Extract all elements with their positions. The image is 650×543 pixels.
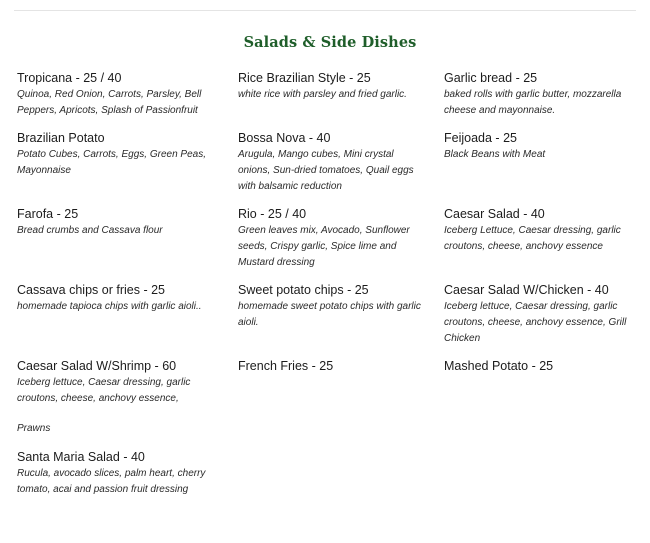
item-description: Iceberg Lettuce, Caesar dressing, garlic croutons, cheese, anchovy essence: [444, 225, 621, 252]
menu-item-rice-brazilian-style: Rice Brazilian Style - 25 white rice with parsley and fried garlic.: [238, 70, 424, 103]
menu-item-caesar-salad: Caesar Salad - 40 Iceberg Lettuce, Caesar dressing, garlic croutons, cheese, anchovy essence: [444, 206, 640, 255]
item-description: homemade sweet potato chips with garlic aioli.: [238, 301, 421, 328]
menu-item-caesar-salad-chicken: Caesar Salad W/Chicken - 40 Iceberg lettuce, Caesar dressing, garlic croutons, cheese, anchovy essence, Grill Chicken: [444, 282, 640, 347]
item-name: Bossa Nova: [238, 131, 306, 145]
item-description: Iceberg lettuce, Caesar dressing, garlic croutons, cheese, anchovy essence,: [17, 377, 191, 404]
item-price: 25: [539, 359, 554, 373]
menu-item-french-fries: French Fries - 25: [238, 359, 334, 373]
item-price: 25: [354, 283, 369, 297]
item-price: 60: [162, 359, 177, 373]
item-description: homemade tapioca chips with garlic aioli..: [17, 301, 202, 312]
item-price: 25 / 40: [83, 71, 122, 85]
item-description: Black Beans with Meat: [444, 149, 546, 160]
menu-item-bossa-nova: Bossa Nova - 40 Arugula, Mango cubes, Mini crystal onions, Sun-dried tomatoes, Quail eggs with balsamic reduction: [238, 130, 424, 195]
item-description: Green leaves mix, Avocado, Sunflower seeds, Crispy garlic, Spice lime and Mustard dressing: [238, 225, 410, 268]
item-description: Arugula, Mango cubes, Mini crystal onions, Sun-dried tomatoes, Quail eggs with balsamic reduction: [238, 149, 414, 192]
menu-item-farofa: Farofa - 25 Bread crumbs and Cassava flour: [17, 206, 217, 239]
menu-item-feijoada: Feijoada - 25 Black Beans with Meat: [444, 130, 640, 163]
item-description: Iceberg lettuce, Caesar dressing, garlic croutons, cheese, anchovy essence, Grill Chicken: [444, 301, 627, 344]
item-price: 25: [64, 207, 79, 221]
menu-item-caesar-salad-shrimp: Caesar Salad W/Shrimp - 60 Iceberg lettuce, Caesar dressing, garlic croutons, cheese, anchovy essence,: [17, 358, 217, 407]
top-divider: [14, 10, 636, 11]
item-name: Cassava chips or fries: [17, 283, 140, 297]
menu-item-rio: Rio - 25 / 40 Green leaves mix, Avocado, Sunflower seeds, Crispy garlic, Spice lime and Mustard dressing: [238, 206, 424, 271]
item-name: Caesar Salad W/Shrimp: [17, 359, 152, 373]
item-price: 25: [319, 359, 334, 373]
item-price: 25: [523, 71, 538, 85]
item-price: 40: [594, 283, 609, 297]
item-name: French Fries: [238, 359, 309, 373]
item-description: Quinoa, Red Onion, Carrots, Parsley, Bell Peppers, Apricots, Splash of Passionfruit: [17, 89, 202, 116]
item-description: Rucula, avocado slices, palm heart, cherry tomato, acai and passion fruit dressing: [17, 468, 206, 495]
item-price: 25: [151, 283, 165, 297]
item-name: Feijoada: [444, 131, 492, 145]
item-name: Caesar Salad: [444, 207, 520, 221]
menu-item-mashed-potato: Mashed Potato - 25: [444, 359, 554, 373]
item-name: Rio: [238, 207, 257, 221]
menu-item-santa-maria-salad: Santa Maria Salad - 40 Rucula, avocado slices, palm heart, cherry tomato, acai and passion fruit dressing: [17, 449, 217, 498]
menu-item-tropicana: Tropicana - 25 / 40 Quinoa, Red Onion, Carrots, Parsley, Bell Peppers, Apricots, Splash of Passionfruit: [17, 70, 217, 119]
item-name: Farofa: [17, 207, 54, 221]
item-price: 25 / 40: [267, 207, 307, 221]
item-description-extra: Prawns: [17, 423, 51, 434]
menu-item-cassava-chips: Cassava chips or fries - 25 homemade tapioca chips with garlic aioli..: [17, 282, 217, 315]
item-name: Santa Maria Salad: [17, 450, 120, 464]
item-name: Mashed Potato: [444, 359, 529, 373]
item-price: 25: [356, 71, 371, 85]
item-description: white rice with parsley and fried garlic.: [238, 89, 407, 100]
item-description: Potato Cubes, Carrots, Eggs, Green Peas, Mayonnaise: [17, 149, 206, 176]
item-price: 40: [130, 450, 145, 464]
item-name: Sweet potato chips: [238, 283, 344, 297]
item-price: 40: [530, 207, 545, 221]
item-description: Bread crumbs and Cassava flour: [17, 225, 163, 236]
item-price: 25: [503, 131, 517, 145]
menu-item-brazilian-potato: [17, 130, 217, 179]
item-description: baked rolls with garlic butter, mozzarella cheese and mayonnaise.: [444, 89, 622, 116]
item-name: Garlic bread: [444, 71, 513, 85]
menu-item-sweet-potato-chips: Sweet potato chips - 25 homemade sweet potato chips with garlic aioli.: [238, 282, 424, 331]
section-title: Salads & Side Dishes: [243, 34, 417, 51]
item-price: 40: [316, 131, 331, 145]
item-name: Brazilian Potato: [17, 131, 105, 145]
item-name: Caesar Salad W/Chicken: [444, 283, 584, 297]
item-name: Rice Brazilian Style: [238, 71, 346, 85]
menu-item-garlic-bread: Garlic bread - 25 baked rolls with garlic butter, mozzarella cheese and mayonnaise.: [444, 70, 640, 119]
item-name: Tropicana: [17, 71, 73, 85]
